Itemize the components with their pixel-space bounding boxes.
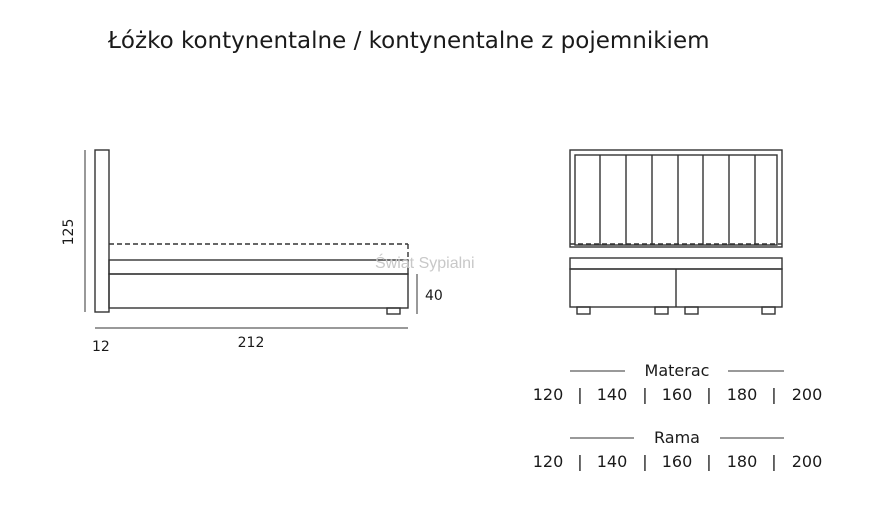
- rama-label: Rama: [654, 428, 700, 447]
- front-view: [570, 150, 782, 314]
- foot-side: [387, 308, 400, 314]
- size-separator: |: [706, 452, 712, 471]
- side-view: [85, 150, 417, 328]
- size-separator: |: [642, 385, 648, 404]
- size-value: 120: [532, 385, 564, 404]
- length-label: 212: [237, 335, 265, 351]
- topper-side: [109, 260, 408, 274]
- size-separator: |: [706, 385, 712, 404]
- headboard-front-inner: [575, 155, 777, 245]
- headboard-side: [95, 150, 109, 312]
- base-side: [109, 274, 408, 308]
- size-separator: |: [577, 452, 583, 471]
- size-value: 140: [596, 385, 628, 404]
- foot-front-4: [762, 307, 775, 314]
- headboard-panels: [600, 155, 755, 245]
- foot-front-1: [577, 307, 590, 314]
- size-separator: |: [771, 385, 777, 404]
- size-value: 180: [726, 452, 758, 471]
- size-value: 200: [791, 452, 823, 471]
- rama-sizes: [533, 452, 823, 471]
- size-value: 160: [661, 385, 693, 404]
- size-value: 160: [661, 452, 693, 471]
- size-value: 140: [596, 452, 628, 471]
- watermark: Świat Sypialni: [375, 255, 475, 272]
- headboard-front-outer: [570, 150, 782, 247]
- size-separator: |: [642, 452, 648, 471]
- foot-front-3: [685, 307, 698, 314]
- size-value: 200: [791, 385, 823, 404]
- materac-label: Materac: [644, 361, 710, 380]
- height-label: 125: [61, 218, 77, 246]
- size-value: 120: [532, 452, 564, 471]
- headboard-thickness-label: 12: [92, 339, 110, 355]
- size-value: 180: [726, 385, 758, 404]
- materac-sizes: [533, 385, 823, 404]
- base-height-label: 40: [425, 288, 443, 304]
- foot-front-2: [655, 307, 668, 314]
- topper-front: [570, 258, 782, 269]
- size-separator: |: [577, 385, 583, 404]
- page-title: Łóżko kontynentalne / kontynentalne z pojemnikiem: [108, 28, 710, 54]
- size-separator: |: [771, 452, 777, 471]
